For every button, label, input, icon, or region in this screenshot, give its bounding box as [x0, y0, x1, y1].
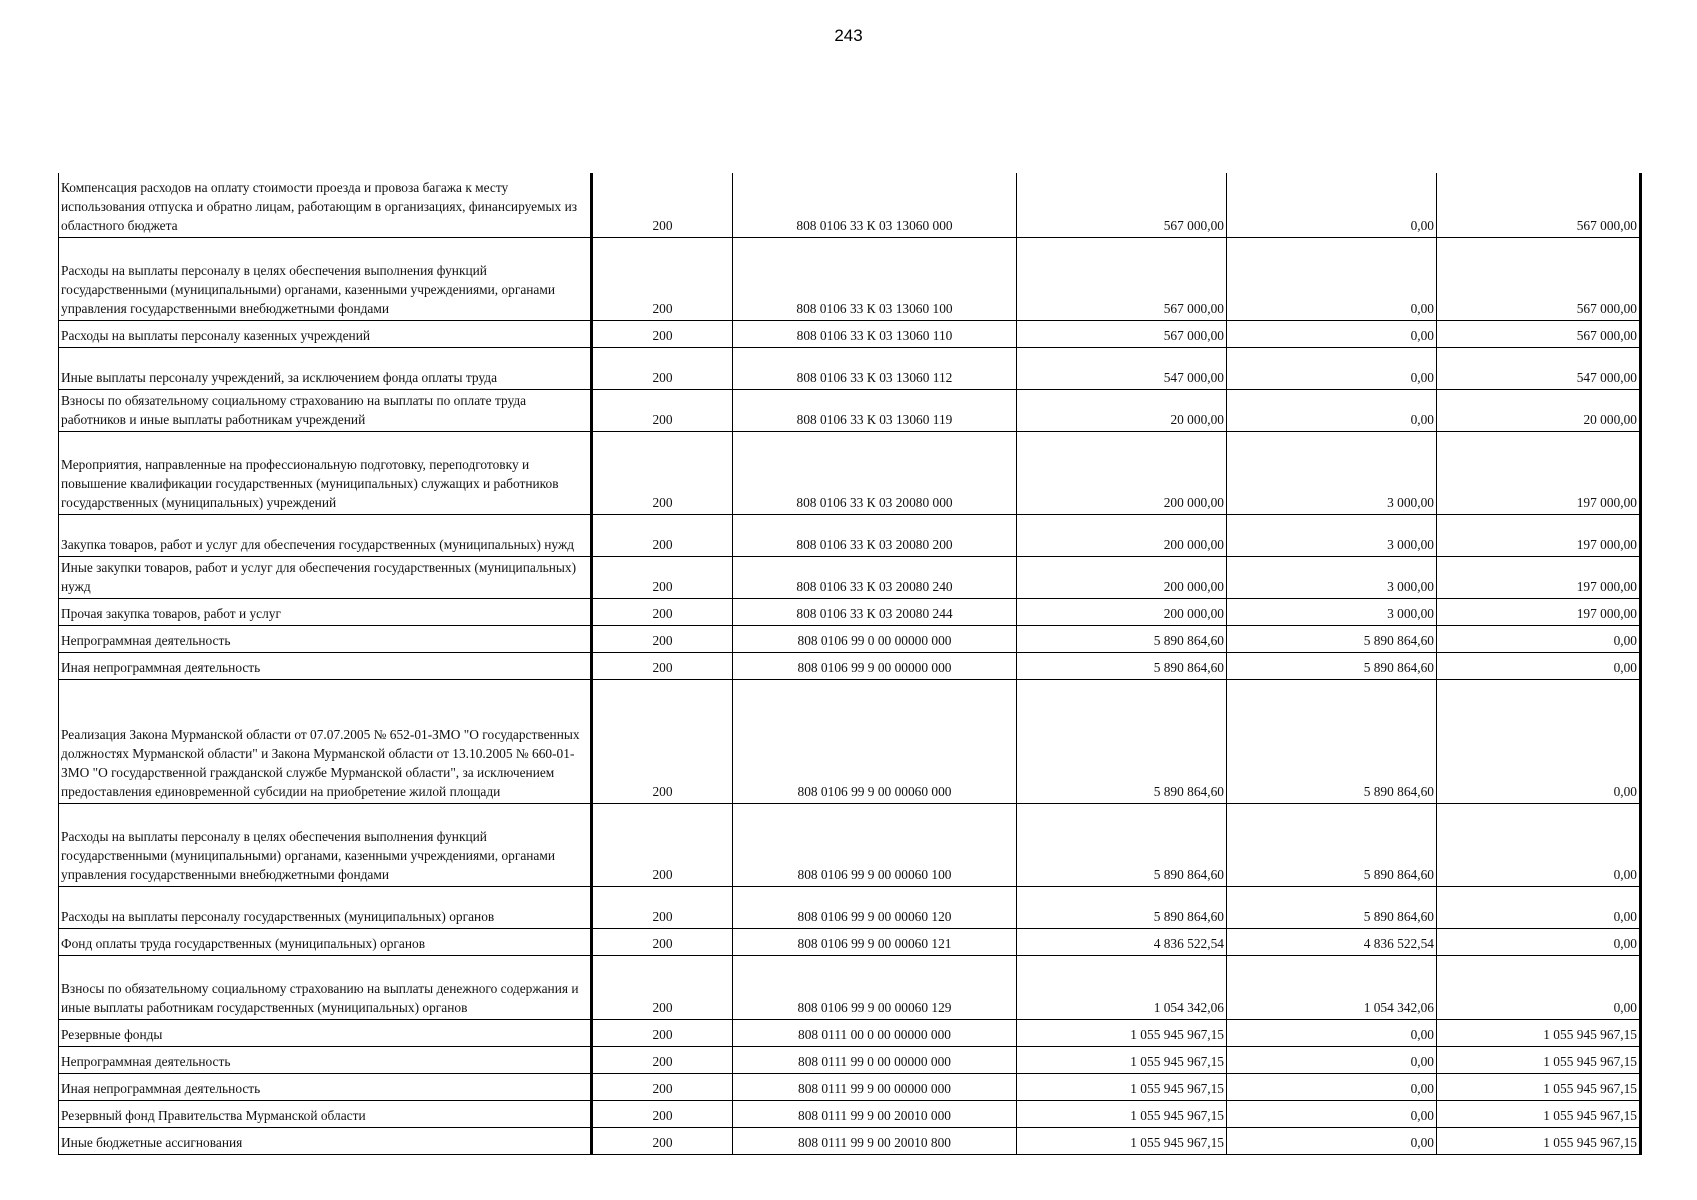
row-code: 200 — [592, 556, 733, 598]
row-kbk: 808 0106 99 9 00 00060 129 — [733, 955, 1017, 1019]
row-name: Расходы на выплаты персоналу государственных (муниципальных) органов — [59, 886, 592, 928]
row-code: 200 — [592, 1127, 733, 1154]
row-value-2: 4 836 522,54 — [1227, 928, 1437, 955]
row-value-2: 5 890 864,60 — [1227, 652, 1437, 679]
row-value-3: 0,00 — [1437, 679, 1641, 803]
row-value-3: 197 000,00 — [1437, 514, 1641, 556]
row-name: Расходы на выплаты персоналу казенных учреждений — [59, 320, 592, 347]
table-row — [59, 652, 1641, 679]
row-value-2: 0,00 — [1227, 347, 1437, 389]
row-value-3: 1 055 945 967,15 — [1437, 1046, 1641, 1073]
row-name: Иные закупки товаров, работ и услуг для обеспечения государственных (муниципальных) нужд — [59, 556, 592, 598]
row-name: Непрограммная деятельность — [59, 625, 592, 652]
row-code: 200 — [592, 803, 733, 886]
row-kbk: 808 0106 33 К 03 13060 100 — [733, 237, 1017, 320]
row-kbk: 808 0111 00 0 00 00000 000 — [733, 1019, 1017, 1046]
row-code: 200 — [592, 237, 733, 320]
row-value-3: 0,00 — [1437, 955, 1641, 1019]
table-row — [59, 173, 1641, 237]
row-name: Иные бюджетные ассигнования — [59, 1127, 592, 1154]
row-code: 200 — [592, 173, 733, 237]
row-value-2: 0,00 — [1227, 173, 1437, 237]
row-name: Взносы по обязательному социальному страхованию на выплаты денежного содержания и иные выплаты работникам государственных (муниципальных) органов — [59, 955, 592, 1019]
row-name: Резервные фонды — [59, 1019, 592, 1046]
row-code: 200 — [592, 389, 733, 431]
row-code: 200 — [592, 652, 733, 679]
row-value-3: 0,00 — [1437, 803, 1641, 886]
row-value-2: 5 890 864,60 — [1227, 886, 1437, 928]
row-name: Резервный фонд Правительства Мурманской области — [59, 1100, 592, 1127]
row-value-1: 5 890 864,60 — [1017, 803, 1227, 886]
table-row — [59, 556, 1641, 598]
table-body — [59, 173, 1641, 1154]
row-kbk: 808 0111 99 9 00 00000 000 — [733, 1073, 1017, 1100]
row-code: 200 — [592, 598, 733, 625]
row-value-3: 567 000,00 — [1437, 237, 1641, 320]
row-value-2: 0,00 — [1227, 1046, 1437, 1073]
row-value-1: 200 000,00 — [1017, 431, 1227, 514]
row-code: 200 — [592, 886, 733, 928]
row-value-2: 5 890 864,60 — [1227, 625, 1437, 652]
row-value-2: 0,00 — [1227, 237, 1437, 320]
row-kbk: 808 0106 99 9 00 00000 000 — [733, 652, 1017, 679]
row-value-2: 0,00 — [1227, 1019, 1437, 1046]
row-name: Расходы на выплаты персоналу в целях обеспечения выполнения функций государственными (муниципальными) органами, казенными учреждениями, органами управления государственными внебюджетными фондами — [59, 803, 592, 886]
row-value-3: 567 000,00 — [1437, 320, 1641, 347]
row-value-2: 3 000,00 — [1227, 556, 1437, 598]
row-code: 200 — [592, 431, 733, 514]
row-kbk: 808 0106 33 К 03 13060 000 — [733, 173, 1017, 237]
row-value-3: 197 000,00 — [1437, 431, 1641, 514]
table-row — [59, 1019, 1641, 1046]
row-name: Иная непрограммная деятельность — [59, 1073, 592, 1100]
row-value-2: 0,00 — [1227, 1073, 1437, 1100]
table-row — [59, 237, 1641, 320]
row-name: Мероприятия, направленные на профессиональную подготовку, переподготовку и повышение квалификации государственных (муниципальных) служащих и работников государственных (муниципальных) учреждений — [59, 431, 592, 514]
row-value-1: 1 055 945 967,15 — [1017, 1019, 1227, 1046]
row-code: 200 — [592, 1046, 733, 1073]
row-value-1: 20 000,00 — [1017, 389, 1227, 431]
row-value-3: 1 055 945 967,15 — [1437, 1100, 1641, 1127]
row-value-3: 0,00 — [1437, 625, 1641, 652]
row-code: 200 — [592, 514, 733, 556]
row-value-1: 5 890 864,60 — [1017, 679, 1227, 803]
row-kbk: 808 0111 99 9 00 20010 000 — [733, 1100, 1017, 1127]
row-value-3: 567 000,00 — [1437, 173, 1641, 237]
row-value-3: 0,00 — [1437, 928, 1641, 955]
row-code: 200 — [592, 320, 733, 347]
table-row — [59, 1073, 1641, 1100]
table-row — [59, 679, 1641, 803]
row-name: Расходы на выплаты персоналу в целях обеспечения выполнения функций государственными (муниципальными) органами, казенными учреждениями, органами управления государственными внебюджетными фондами — [59, 237, 592, 320]
row-code: 200 — [592, 1100, 733, 1127]
row-value-3: 20 000,00 — [1437, 389, 1641, 431]
row-name: Реализация Закона Мурманской области от 07.07.2005 № 652-01-ЗМО "О государственных должностях Мурманской области" и Закона Мурманской области от 13.10.2005 № 660-01-ЗМО "О государственной гражданской службе Мурманской области", за исключением предоставления единовременной субсидии на приобретение жилой площади — [59, 679, 592, 803]
table-row — [59, 389, 1641, 431]
row-value-1: 5 890 864,60 — [1017, 886, 1227, 928]
row-code: 200 — [592, 347, 733, 389]
row-value-1: 5 890 864,60 — [1017, 625, 1227, 652]
row-value-1: 5 890 864,60 — [1017, 652, 1227, 679]
table-row — [59, 1127, 1641, 1154]
row-kbk: 808 0106 33 К 03 20080 240 — [733, 556, 1017, 598]
row-kbk: 808 0106 33 К 03 20080 244 — [733, 598, 1017, 625]
row-value-1: 567 000,00 — [1017, 320, 1227, 347]
page-number: 243 — [834, 26, 863, 45]
row-kbk: 808 0106 33 К 03 20080 000 — [733, 431, 1017, 514]
row-name: Иная непрограммная деятельность — [59, 652, 592, 679]
row-kbk: 808 0106 99 9 00 00060 000 — [733, 679, 1017, 803]
row-kbk: 808 0106 99 9 00 00060 120 — [733, 886, 1017, 928]
row-code: 200 — [592, 928, 733, 955]
row-value-1: 1 055 945 967,15 — [1017, 1073, 1227, 1100]
row-kbk: 808 0106 99 0 00 00000 000 — [733, 625, 1017, 652]
row-value-1: 567 000,00 — [1017, 237, 1227, 320]
row-name: Фонд оплаты труда государственных (муниципальных) органов — [59, 928, 592, 955]
row-value-2: 0,00 — [1227, 320, 1437, 347]
row-value-2: 0,00 — [1227, 389, 1437, 431]
row-name: Взносы по обязательному социальному страхованию на выплаты по оплате труда работников и иные выплаты работникам учреждений — [59, 389, 592, 431]
row-value-3: 1 055 945 967,15 — [1437, 1073, 1641, 1100]
row-name: Прочая закупка товаров, работ и услуг — [59, 598, 592, 625]
row-code: 200 — [592, 1019, 733, 1046]
table-row — [59, 320, 1641, 347]
table-row — [59, 886, 1641, 928]
table-row — [59, 625, 1641, 652]
row-name: Иные выплаты персоналу учреждений, за исключением фонда оплаты труда — [59, 347, 592, 389]
row-code: 200 — [592, 1073, 733, 1100]
table-row — [59, 1046, 1641, 1073]
row-name: Непрограммная деятельность — [59, 1046, 592, 1073]
row-value-2: 0,00 — [1227, 1127, 1437, 1154]
table-row — [59, 431, 1641, 514]
table-row — [59, 928, 1641, 955]
row-value-2: 3 000,00 — [1227, 431, 1437, 514]
row-kbk: 808 0111 99 0 00 00000 000 — [733, 1046, 1017, 1073]
row-value-2: 3 000,00 — [1227, 514, 1437, 556]
row-kbk: 808 0106 33 К 03 13060 112 — [733, 347, 1017, 389]
row-name: Компенсация расходов на оплату стоимости проезда и провоза багажа к месту использования отпуска и обратно лицам, работающим в организациях, финансируемых из областного бюджета — [59, 173, 592, 237]
row-value-3: 197 000,00 — [1437, 598, 1641, 625]
table-row — [59, 955, 1641, 1019]
row-value-1: 200 000,00 — [1017, 514, 1227, 556]
table-row — [59, 598, 1641, 625]
row-value-2: 5 890 864,60 — [1227, 679, 1437, 803]
row-value-1: 1 055 945 967,15 — [1017, 1046, 1227, 1073]
row-value-2: 3 000,00 — [1227, 598, 1437, 625]
row-value-1: 1 055 945 967,15 — [1017, 1127, 1227, 1154]
row-value-1: 200 000,00 — [1017, 598, 1227, 625]
row-value-1: 200 000,00 — [1017, 556, 1227, 598]
row-name: Закупка товаров, работ и услуг для обеспечения государственных (муниципальных) нужд — [59, 514, 592, 556]
row-kbk: 808 0106 33 К 03 13060 110 — [733, 320, 1017, 347]
row-code: 200 — [592, 679, 733, 803]
row-value-3: 0,00 — [1437, 886, 1641, 928]
row-value-2: 5 890 864,60 — [1227, 803, 1437, 886]
row-code: 200 — [592, 955, 733, 1019]
row-kbk: 808 0106 99 9 00 00060 121 — [733, 928, 1017, 955]
row-kbk: 808 0106 99 9 00 00060 100 — [733, 803, 1017, 886]
row-value-3: 197 000,00 — [1437, 556, 1641, 598]
row-value-1: 1 055 945 967,15 — [1017, 1100, 1227, 1127]
table-row — [59, 347, 1641, 389]
row-value-3: 0,00 — [1437, 652, 1641, 679]
row-value-1: 547 000,00 — [1017, 347, 1227, 389]
row-kbk: 808 0106 33 К 03 13060 119 — [733, 389, 1017, 431]
row-value-2: 1 054 342,06 — [1227, 955, 1437, 1019]
table-row — [59, 514, 1641, 556]
row-kbk: 808 0111 99 9 00 20010 800 — [733, 1127, 1017, 1154]
row-value-2: 0,00 — [1227, 1100, 1437, 1127]
row-value-1: 1 054 342,06 — [1017, 955, 1227, 1019]
row-value-3: 1 055 945 967,15 — [1437, 1127, 1641, 1154]
table-row — [59, 1100, 1641, 1127]
row-kbk: 808 0106 33 К 03 20080 200 — [733, 514, 1017, 556]
row-value-3: 547 000,00 — [1437, 347, 1641, 389]
row-value-1: 567 000,00 — [1017, 173, 1227, 237]
row-value-1: 4 836 522,54 — [1017, 928, 1227, 955]
budget-table — [58, 173, 1642, 1155]
row-value-3: 1 055 945 967,15 — [1437, 1019, 1641, 1046]
table-row — [59, 803, 1641, 886]
row-code: 200 — [592, 625, 733, 652]
